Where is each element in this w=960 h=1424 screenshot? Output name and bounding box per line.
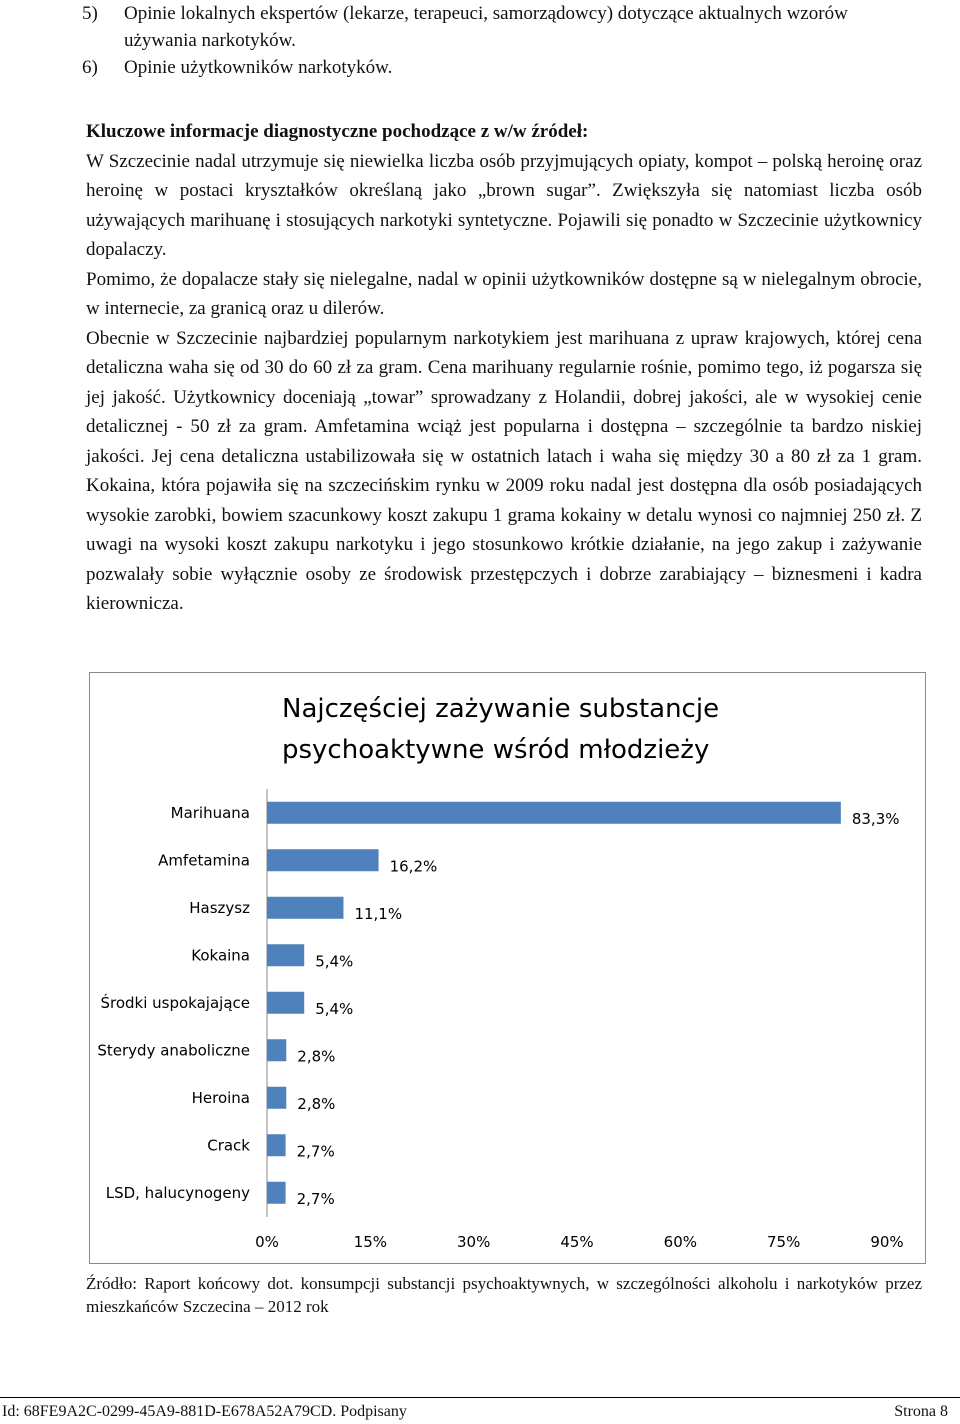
body-text	[86, 117, 922, 619]
category-label: Kokaina	[191, 946, 250, 965]
category-label: Haszysz	[189, 898, 250, 917]
x-tick-label: 15%	[353, 1233, 388, 1251]
bar	[267, 1182, 286, 1204]
list-item-text: Opinie użytkowników narkotyków.	[124, 57, 393, 78]
list-item-number: 5)	[82, 3, 98, 24]
data-label: 2,7%	[296, 1189, 335, 1208]
category-label: Amfetamina	[158, 851, 250, 870]
list-item-text: Opinie lokalnych ekspertów (lekarze, terapeuci, samorządowcy) dotyczące aktualnych wzorów używania narkotyków.	[124, 3, 848, 51]
x-tick-label: 60%	[663, 1233, 698, 1251]
chart-container	[89, 672, 926, 1264]
data-label: 2,8%	[297, 1094, 336, 1113]
bar-chart	[90, 673, 925, 1263]
x-tick-label: 90%	[870, 1233, 904, 1251]
data-label: 2,7%	[296, 1142, 335, 1161]
data-label: 16,2%	[389, 857, 438, 876]
category-label: Crack	[207, 1136, 250, 1155]
bar	[267, 992, 304, 1014]
data-label: 2,8%	[297, 1047, 336, 1066]
x-tick-label: 0%	[255, 1233, 279, 1251]
paragraph: Pomimo, że dopalacze stały się nielegalne, nadal w opinii użytkowników dostępne są w nielegalnym obrocie, w internecie, za granicą oraz u dilerów.	[86, 268, 922, 319]
bar	[267, 1087, 286, 1109]
bar	[267, 849, 379, 871]
category-label: Środki uspokajające	[100, 993, 250, 1012]
chart-title: Najczęściej zażywanie substancje	[282, 694, 720, 724]
data-label: 11,1%	[354, 904, 403, 923]
data-label: 83,3%	[851, 809, 900, 828]
category-label: LSD, halucynogeny	[105, 1183, 250, 1202]
source-note: Źródło: Raport końcowy dot. konsumpcji substancji psychoaktywnych, w szczególności alkoholu i narkotyków przez mieszkańców Szczecina – 2012 rok	[86, 1274, 922, 1316]
section-heading: Kluczowe informacje diagnostyczne pochodzące z w/w źródeł:	[86, 121, 589, 142]
bar	[267, 1134, 286, 1156]
bar	[267, 897, 343, 919]
x-tick-label: 75%	[766, 1233, 801, 1251]
category-label: Sterydy anaboliczne	[97, 1041, 250, 1060]
numbered-list	[82, 0, 922, 81]
x-tick-label: 45%	[560, 1233, 594, 1251]
category-label: Marihuana	[170, 803, 250, 822]
bar	[267, 1039, 286, 1061]
page-number: Strona 8	[894, 1403, 948, 1420]
document-id: Id: 68FE9A2C-0299-45A9-881D-E678A52A79CD. Podpisany	[2, 1403, 407, 1420]
paragraph: Obecnie w Szczecinie najbardziej popularnym narkotykiem jest marihuana z upraw krajowych, której cena detaliczna waha się od 30 do 60 zł za gram. Cena marihuany regularnie rośnie, pomimo tego, iż pogarsza się jej jakość. Użytkownicy doceniają „towar” sprowadzany z Holandii, dobrej jakości, ale w wysokiej cenie detalicznej - 50 zł za gram. Amfetamina wciąż jest popularna i dostępna – szczególnie ta bardzo niskiej jakości. Jej cena detaliczna ustabilizowała się w ostatnich latach i waha się między 30 a 80 zł za 1 gram. Kokaina, która pojawiła się na szczecińskim rynku w 2009 roku nadal jest dostępna dla osób posiadających wysokie zarobki, bowiem szacunkowy koszt zakupu 1 grama kokainy w detalu wynosi co najmniej 250 zł. Z uwagi na wysoki koszt zakupu narkotyku i jego stosunkowo krótkie działanie, na jego zakup i zażywanie pozwalały sobie wyłącznie osoby ze środowisk przestępczych i dobrze zarabiający – biznesmeni i kadra kierownicza.	[86, 327, 922, 614]
chart-title: psychoaktywne wśród młodzieży	[282, 735, 710, 765]
paragraph: W Szczecinie nadal utrzymuje się niewielka liczba osób przyjmujących opiaty, kompot – polską heroinę oraz heroinę w postaci kryształków określaną jako „brown sugar”. Zwiększyła się natomiast liczba osób używających marihuanę i stosujących narkotyki syntetyczne. Pojawili się ponadto w Szczecinie użytkownicy dopalaczy.	[86, 150, 922, 260]
data-label: 5,4%	[315, 999, 354, 1018]
x-tick-label: 30%	[456, 1233, 491, 1251]
footer-divider	[0, 1397, 960, 1398]
list-item	[82, 54, 922, 81]
list-item-number: 6)	[82, 57, 98, 78]
bar	[267, 802, 841, 824]
list-item	[82, 0, 922, 54]
bar	[267, 944, 304, 966]
data-label: 5,4%	[315, 952, 354, 971]
category-label: Heroina	[191, 1088, 250, 1107]
